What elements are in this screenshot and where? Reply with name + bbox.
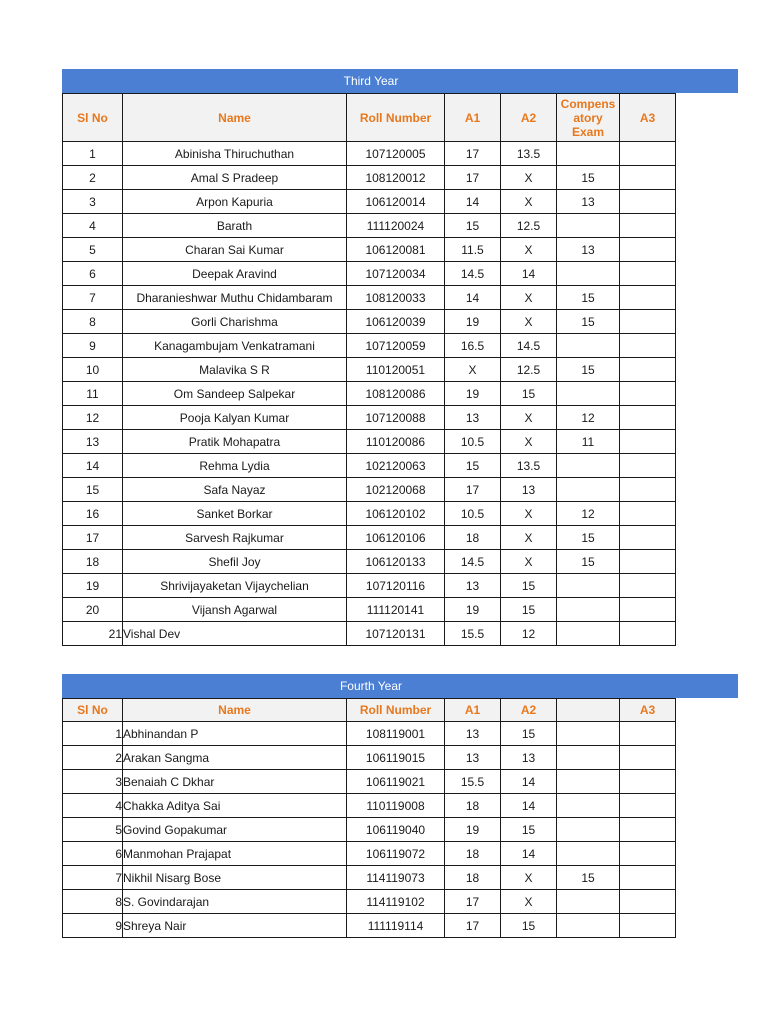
a2-cell: X [501, 430, 557, 454]
a2-cell: 12.5 [501, 358, 557, 382]
a3-cell [620, 550, 676, 574]
header-a3: A3 [620, 699, 676, 722]
name-cell: Barath [123, 214, 347, 238]
a2-cell: 15 [501, 818, 557, 842]
a3-cell [620, 478, 676, 502]
roll-number-cell: 107120131 [347, 622, 445, 646]
header-a2: A2 [501, 699, 557, 722]
fourth-year-table [62, 698, 676, 938]
header-a2: A2 [501, 94, 557, 142]
sl-no-cell: 16 [63, 502, 123, 526]
a2-cell: X [501, 866, 557, 890]
roll-number-cell: 107120059 [347, 334, 445, 358]
compensatory-cell: 13 [557, 190, 620, 214]
compensatory-cell: 12 [557, 502, 620, 526]
a1-cell: 17 [445, 142, 501, 166]
a2-cell: X [501, 406, 557, 430]
a3-cell [620, 142, 676, 166]
sl-no-cell: 13 [63, 430, 123, 454]
compensatory-cell [557, 262, 620, 286]
roll-number-cell: 106119015 [347, 746, 445, 770]
a2-cell: 13 [501, 478, 557, 502]
compensatory-cell [557, 794, 620, 818]
table-row [63, 214, 676, 238]
sl-no-cell: 12 [63, 406, 123, 430]
sl-no-cell: 4 [63, 794, 123, 818]
compensatory-cell: 15 [557, 358, 620, 382]
a3-cell [620, 190, 676, 214]
sl-no-cell: 6 [63, 842, 123, 866]
table-row [63, 358, 676, 382]
a1-cell: 13 [445, 406, 501, 430]
a2-cell: 15 [501, 382, 557, 406]
compensatory-cell: 15 [557, 526, 620, 550]
compensatory-cell [557, 454, 620, 478]
a1-cell: 18 [445, 794, 501, 818]
compensatory-cell [557, 722, 620, 746]
compensatory-cell [557, 214, 620, 238]
a1-cell: 14.5 [445, 262, 501, 286]
sl-no-cell: 21 [63, 622, 123, 646]
a1-cell: 13 [445, 574, 501, 598]
a3-cell [620, 722, 676, 746]
name-cell: Arakan Sangma [123, 746, 347, 770]
header-sl-no: Sl No [63, 699, 123, 722]
name-cell: Govind Gopakumar [123, 818, 347, 842]
a1-cell: 17 [445, 478, 501, 502]
a3-cell [620, 430, 676, 454]
roll-number-cell: 107120116 [347, 574, 445, 598]
a3-cell [620, 770, 676, 794]
compensatory-cell [557, 890, 620, 914]
a2-cell: X [501, 550, 557, 574]
table-row [63, 794, 676, 818]
table-row [63, 722, 676, 746]
sl-no-cell: 1 [63, 722, 123, 746]
roll-number-cell: 102120068 [347, 478, 445, 502]
table-row [63, 310, 676, 334]
name-cell: Nikhil Nisarg Bose [123, 866, 347, 890]
sl-no-cell: 20 [63, 598, 123, 622]
compensatory-cell: 11 [557, 430, 620, 454]
a1-cell: 17 [445, 890, 501, 914]
table-row [63, 914, 676, 938]
a1-cell: 19 [445, 382, 501, 406]
a3-cell [620, 286, 676, 310]
a2-cell: X [501, 890, 557, 914]
roll-number-cell: 106119072 [347, 842, 445, 866]
sl-no-cell: 8 [63, 310, 123, 334]
a2-cell: 15 [501, 598, 557, 622]
a1-cell: 11.5 [445, 238, 501, 262]
compensatory-cell: 12 [557, 406, 620, 430]
header-roll-number: Roll Number [347, 699, 445, 722]
a1-cell: 14.5 [445, 550, 501, 574]
a1-cell: 17 [445, 914, 501, 938]
sl-no-cell: 14 [63, 454, 123, 478]
table-row [63, 818, 676, 842]
compensatory-cell [557, 770, 620, 794]
roll-number-cell: 114119073 [347, 866, 445, 890]
table-row [63, 382, 676, 406]
name-cell: S. Govindarajan [123, 890, 347, 914]
name-cell: Rehma Lydia [123, 454, 347, 478]
table-row [63, 238, 676, 262]
compensatory-cell [557, 142, 620, 166]
table-row [63, 478, 676, 502]
a2-cell: X [501, 526, 557, 550]
compensatory-cell [557, 478, 620, 502]
sl-no-cell: 1 [63, 142, 123, 166]
a2-cell: 14 [501, 794, 557, 818]
table-row [63, 286, 676, 310]
table-row [63, 890, 676, 914]
roll-number-cell: 110120086 [347, 430, 445, 454]
a3-cell [620, 214, 676, 238]
a3-cell [620, 166, 676, 190]
table-row [63, 430, 676, 454]
sl-no-cell: 17 [63, 526, 123, 550]
sl-no-cell: 7 [63, 866, 123, 890]
name-cell: Pratik Mohapatra [123, 430, 347, 454]
table-row [63, 526, 676, 550]
a3-cell [620, 818, 676, 842]
a3-cell [620, 866, 676, 890]
a3-cell [620, 238, 676, 262]
compensatory-cell [557, 598, 620, 622]
compensatory-cell [557, 382, 620, 406]
compensatory-cell: 15 [557, 550, 620, 574]
roll-number-cell: 106120039 [347, 310, 445, 334]
table-row [63, 334, 676, 358]
a3-cell [620, 842, 676, 866]
roll-number-cell: 102120063 [347, 454, 445, 478]
compensatory-cell: 15 [557, 166, 620, 190]
header-name: Name [123, 699, 347, 722]
name-cell: Abhinandan P [123, 722, 347, 746]
sl-no-cell: 8 [63, 890, 123, 914]
third-year-table [62, 93, 676, 646]
fourth-year-banner [62, 674, 738, 698]
table-row [63, 406, 676, 430]
name-cell: Sanket Borkar [123, 502, 347, 526]
a2-cell: 12 [501, 622, 557, 646]
name-cell: Sarvesh Rajkumar [123, 526, 347, 550]
table-row [63, 166, 676, 190]
sl-no-cell: 11 [63, 382, 123, 406]
a1-cell: 17 [445, 166, 501, 190]
table-row [63, 866, 676, 890]
roll-number-cell: 107120005 [347, 142, 445, 166]
compensatory-cell [557, 914, 620, 938]
compensatory-cell: 15 [557, 286, 620, 310]
table-row [63, 142, 676, 166]
sl-no-cell: 4 [63, 214, 123, 238]
name-cell: Pooja Kalyan Kumar [123, 406, 347, 430]
roll-number-cell: 106120106 [347, 526, 445, 550]
name-cell: Deepak Aravind [123, 262, 347, 286]
a2-cell: X [501, 190, 557, 214]
a2-cell: 13.5 [501, 142, 557, 166]
a1-cell: 18 [445, 526, 501, 550]
a3-cell [620, 262, 676, 286]
roll-number-cell: 107120088 [347, 406, 445, 430]
a1-cell: 18 [445, 866, 501, 890]
name-cell: Shrivijayaketan Vijaychelian [123, 574, 347, 598]
header-a1: A1 [445, 94, 501, 142]
a1-cell: 10.5 [445, 502, 501, 526]
a2-cell: 15 [501, 914, 557, 938]
a3-cell [620, 382, 676, 406]
third-year-title: Third Year [343, 74, 399, 88]
roll-number-cell: 108120012 [347, 166, 445, 190]
name-cell: Vijansh Agarwal [123, 598, 347, 622]
a3-cell [620, 746, 676, 770]
sl-no-cell: 18 [63, 550, 123, 574]
roll-number-cell: 110119008 [347, 794, 445, 818]
header-roll-number: Roll Number [347, 94, 445, 142]
compensatory-cell [557, 622, 620, 646]
sl-no-cell: 9 [63, 334, 123, 358]
a3-cell [620, 622, 676, 646]
a2-cell: X [501, 166, 557, 190]
sl-no-cell: 9 [63, 914, 123, 938]
name-cell: Kanagambujam Venkatramani [123, 334, 347, 358]
name-cell: Shreya Nair [123, 914, 347, 938]
table-row [63, 598, 676, 622]
table-row [63, 622, 676, 646]
sl-no-cell: 7 [63, 286, 123, 310]
a1-cell: 18 [445, 842, 501, 866]
sl-no-cell: 3 [63, 770, 123, 794]
a2-cell: X [501, 238, 557, 262]
header-compensatory-exam: Compens atory Exam [557, 94, 620, 142]
a2-cell: 13 [501, 746, 557, 770]
a2-cell: X [501, 502, 557, 526]
a2-cell: 13.5 [501, 454, 557, 478]
name-cell: Dharanieshwar Muthu Chidambaram [123, 286, 347, 310]
name-cell: Abinisha Thiruchuthan [123, 142, 347, 166]
a3-cell [620, 454, 676, 478]
compensatory-cell [557, 574, 620, 598]
header-a3: A3 [620, 94, 676, 142]
name-cell: Benaiah C Dkhar [123, 770, 347, 794]
header-name: Name [123, 94, 347, 142]
a2-cell: 14 [501, 262, 557, 286]
compensatory-cell [557, 746, 620, 770]
a2-cell: X [501, 310, 557, 334]
roll-number-cell: 106120133 [347, 550, 445, 574]
name-cell: Om Sandeep Salpekar [123, 382, 347, 406]
roll-number-cell: 108120086 [347, 382, 445, 406]
a1-cell: 14 [445, 190, 501, 214]
a1-cell: 15 [445, 454, 501, 478]
name-cell: Charan Sai Kumar [123, 238, 347, 262]
roll-number-cell: 106120081 [347, 238, 445, 262]
compensatory-cell: 15 [557, 866, 620, 890]
header-row [63, 699, 676, 722]
header-sl-no: Sl No [63, 94, 123, 142]
a3-cell [620, 574, 676, 598]
sl-no-cell: 3 [63, 190, 123, 214]
a3-cell [620, 334, 676, 358]
name-cell: Gorli Charishma [123, 310, 347, 334]
fourth-year-title: Fourth Year [339, 679, 403, 693]
table-row [63, 842, 676, 866]
a1-cell: 19 [445, 818, 501, 842]
roll-number-cell: 106120102 [347, 502, 445, 526]
a1-cell: 15 [445, 214, 501, 238]
a1-cell: 15.5 [445, 622, 501, 646]
a3-cell [620, 890, 676, 914]
a1-cell: X [445, 358, 501, 382]
table-row [63, 502, 676, 526]
roll-number-cell: 114119102 [347, 890, 445, 914]
a1-cell: 19 [445, 310, 501, 334]
sl-no-cell: 19 [63, 574, 123, 598]
compensatory-cell: 15 [557, 310, 620, 334]
table-row [63, 770, 676, 794]
name-cell: Manmohan Prajapat [123, 842, 347, 866]
header-blank [557, 699, 620, 722]
a1-cell: 15.5 [445, 770, 501, 794]
sl-no-cell: 10 [63, 358, 123, 382]
a3-cell [620, 406, 676, 430]
sl-no-cell: 6 [63, 262, 123, 286]
sl-no-cell: 15 [63, 478, 123, 502]
a1-cell: 14 [445, 286, 501, 310]
a3-cell [620, 502, 676, 526]
header-row [63, 94, 676, 142]
table-row [63, 454, 676, 478]
roll-number-cell: 106119021 [347, 770, 445, 794]
a2-cell: 14.5 [501, 334, 557, 358]
table-row [63, 262, 676, 286]
a1-cell: 16.5 [445, 334, 501, 358]
compensatory-cell [557, 842, 620, 866]
roll-number-cell: 111120024 [347, 214, 445, 238]
a2-cell: 12.5 [501, 214, 557, 238]
table-row [63, 190, 676, 214]
roll-number-cell: 108119001 [347, 722, 445, 746]
roll-number-cell: 110120051 [347, 358, 445, 382]
compensatory-cell: 13 [557, 238, 620, 262]
sl-no-cell: 5 [63, 818, 123, 842]
compensatory-cell [557, 818, 620, 842]
name-cell: Shefil Joy [123, 550, 347, 574]
a2-cell: 15 [501, 574, 557, 598]
roll-number-cell: 107120034 [347, 262, 445, 286]
a3-cell [620, 310, 676, 334]
a3-cell [620, 598, 676, 622]
a1-cell: 10.5 [445, 430, 501, 454]
a3-cell [620, 358, 676, 382]
roll-number-cell: 106119040 [347, 818, 445, 842]
roll-number-cell: 111119114 [347, 914, 445, 938]
header-a1: A1 [445, 699, 501, 722]
a1-cell: 13 [445, 746, 501, 770]
a3-cell [620, 914, 676, 938]
name-cell: Amal S Pradeep [123, 166, 347, 190]
name-cell: Chakka Aditya Sai [123, 794, 347, 818]
name-cell: Safa Nayaz [123, 478, 347, 502]
compensatory-cell [557, 334, 620, 358]
a2-cell: X [501, 286, 557, 310]
a2-cell: 14 [501, 842, 557, 866]
roll-number-cell: 111120141 [347, 598, 445, 622]
name-cell: Vishal Dev [123, 622, 347, 646]
name-cell: Malavika S R [123, 358, 347, 382]
table-row [63, 574, 676, 598]
a1-cell: 13 [445, 722, 501, 746]
table-row [63, 746, 676, 770]
a2-cell: 15 [501, 722, 557, 746]
sl-no-cell: 5 [63, 238, 123, 262]
table-row [63, 550, 676, 574]
name-cell: Arpon Kapuria [123, 190, 347, 214]
third-year-banner [62, 69, 738, 93]
a3-cell [620, 794, 676, 818]
sl-no-cell: 2 [63, 746, 123, 770]
a3-cell [620, 526, 676, 550]
roll-number-cell: 106120014 [347, 190, 445, 214]
roll-number-cell: 108120033 [347, 286, 445, 310]
a2-cell: 14 [501, 770, 557, 794]
sl-no-cell: 2 [63, 166, 123, 190]
a1-cell: 19 [445, 598, 501, 622]
